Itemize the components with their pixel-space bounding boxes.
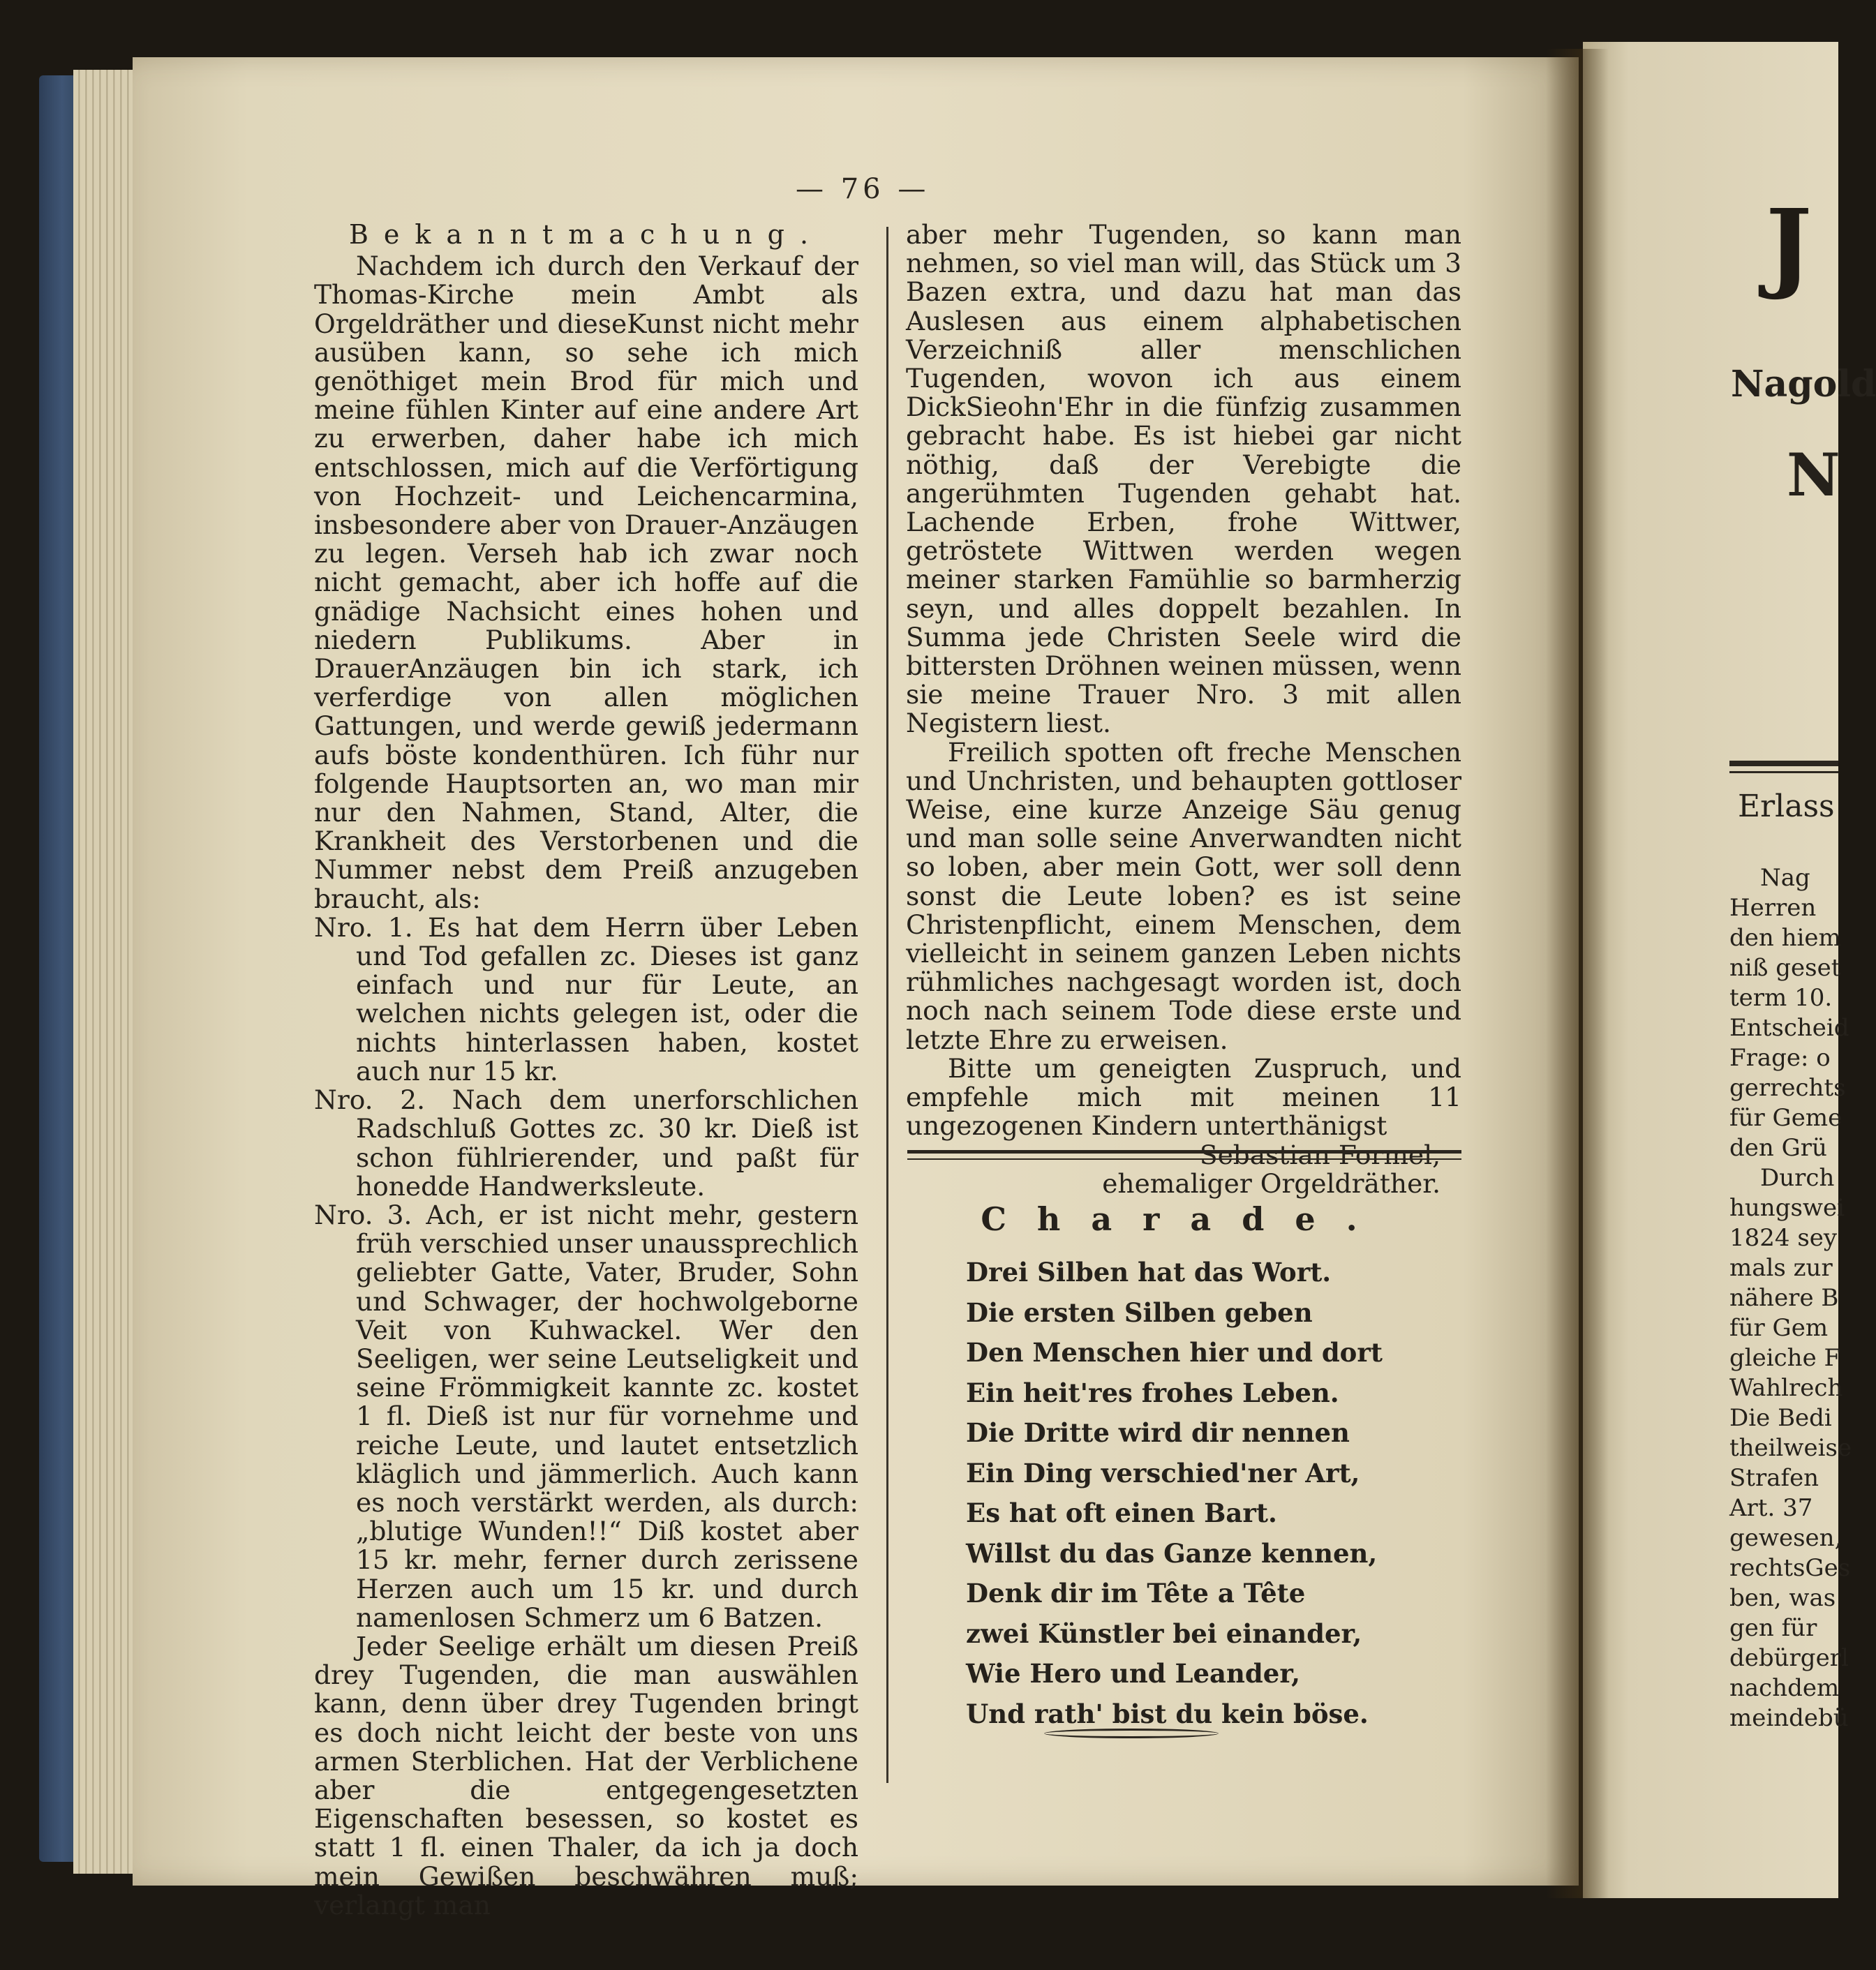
facing-line: Die Bedi — [1729, 1404, 1832, 1432]
facing-line: Herren — [1729, 894, 1817, 922]
price-entry-2: Nro. 2. Nach dem unerforschlichen Radschluß Gottes zc. 30 kr. Dieß ist schon fühlrierender, und paßt für honedde Handwerksleute. — [314, 1084, 858, 1202]
facing-line: theilweise — [1729, 1434, 1852, 1462]
facing-line: hungswei — [1729, 1194, 1845, 1222]
poem-line: zwei Künstler bei einander, — [966, 1618, 1362, 1649]
poem-line: Den Menschen hier und dort — [966, 1337, 1383, 1368]
facing-line: Nag — [1760, 864, 1810, 892]
poem-line: Die Dritte wird dir nennen — [966, 1417, 1350, 1448]
facing-line: nachdem — [1729, 1674, 1840, 1702]
facing-line: für Gem — [1729, 1314, 1829, 1342]
facing-line: für Geme — [1729, 1104, 1842, 1132]
facing-page-initial: J — [1766, 188, 1812, 303]
facing-page-erlass: Erlass — [1738, 789, 1835, 824]
price-entry-1: Nro. 1. Es hat dem Herrn über Leben und Tod gefallen zc. Dieses ist ganz einfach und nur für Leute, an welchen nichts gelegen ist, oder die nichts hinterlassen haben, kostet auch nur 15 kr. — [314, 911, 858, 1087]
facing-line: term 10. — [1729, 984, 1833, 1012]
facing-line: den Grü — [1729, 1134, 1827, 1162]
poem-line: Willst du das Ganze kennen, — [966, 1537, 1378, 1569]
left-column — [314, 221, 858, 1920]
poem-line: Denk dir im Tête a Tête — [966, 1578, 1306, 1609]
signature-name: Sebastian Formel, — [1199, 1139, 1440, 1170]
facing-line: gerrechts — [1729, 1074, 1846, 1102]
facing-line: meindebü — [1729, 1704, 1849, 1732]
poem-line: Drei Silben hat das Wort. — [966, 1257, 1332, 1288]
facing-line: mals zur — [1729, 1254, 1833, 1282]
facing-line: Entscheid — [1729, 1014, 1849, 1042]
poem-line: Ein Ding verschied'ner Art, — [966, 1457, 1360, 1488]
column-divider — [886, 227, 888, 1783]
poem-line: Ein heit'res frohes Leben. — [966, 1377, 1339, 1408]
facing-line: rechtsGes — [1729, 1554, 1851, 1582]
signature-title: ehemaliger Orgeldräther. — [1102, 1167, 1440, 1199]
facing-page-heading-fragment: N — [1787, 440, 1840, 509]
price-entry-3: Nro. 3. Ach, er ist nicht mehr, gestern früh verschied unser unaussprechlich geliebter Gatte, Vater, Bruder, Sohn und Schwager, der hochwolgeborne Veit von Kuhwackel. Wer den Seeligen, wer seine Leutseligkeit und seine Frömmigkeit kannte zc. kostet 1 fl. Dieß ist nur für vornehme und reiche Leute, und lautet entsetzlich kläglich und jämmerlich. Auch kann es noch verstärkt werden, als durch: „blutige Wunden!!“ Diß kostet aber 15 kr. mehr, ferner durch zerissene Herzen auch um 15 kr. und durch namenlosen Schmerz um 6 Batzen. — [314, 1199, 858, 1633]
facing-line: niß geset — [1729, 954, 1841, 982]
facing-line: gleiche F — [1729, 1344, 1841, 1372]
poem-line: Es hat oft einen Bart. — [966, 1498, 1277, 1528]
facing-line: Art. 37 — [1729, 1494, 1813, 1522]
announcement-heading: Bekanntmachung. — [348, 219, 824, 250]
announcement-intro: Nachdem ich durch den Verkauf der Thomas-Kirche mein Ambt als Orgeldräther und dieseKunst nicht mehr ausüben kann, so sehe ich mich genöthiget mein Brod für mich und meine fühlen Kinter auf eine andere Art zu erwerben, daher habe ich mich entschlossen, mich auf die Verförtigung von Hochzeit- und Leichencarmina, insbesondere aber von Drauer-Anzäugen zu legen. Verseh hab ich zwar noch nicht gemacht, aber ich hoffe auf die gnädige Nachsicht eines hohen und niedern Publikums. Aber in DrauerAnzäugen bin ich stark, ich verferdige von allen möglichen Gattungen, und werde gewiß jedermann aufs böste kondenthüren. Ich führ nur folgende Hauptsorten an, wo man mir nur den Nahmen, Stand, Alter, die Krankheit des Verstorbenen und die Nummer nebst dem Preiß anzugeben braucht, als: — [314, 251, 858, 914]
charade-poem — [966, 1253, 1454, 1734]
poem-line: Und rath' bist du kein böse. — [966, 1698, 1369, 1729]
announcement-closing: Jeder Seelige erhält um diesen Preiß drey Tugenden, die man auswählen kann, denn über drey Tugenden bringt es doch nicht leicht der beste von uns armen Sterblichen. Hat der Verblichene aber die entgegengesetzten Eigenschaften besessen, so kostet es statt 1 fl. einen Thaler, da ich ja doch mein Gewißen beschwähren muß; verlangt man — [314, 1630, 858, 1920]
facing-line: Wahlrech — [1729, 1374, 1843, 1402]
facing-line: gen für — [1729, 1614, 1817, 1642]
announcement-continuation: aber mehr Tugenden, so kann man nehmen, so viel man will, das Stück um 3 Bazen extra, und dazu hat man das Auslesen aus einem alphabetischen Verzeichniß aller menschlichen Tugenden, wovon ich aus einem DickSieohn'Ehr in die fünfzig zusammen gebracht habe. Es ist hiebei gar nicht nöthig, daß der Verebigte die angerühmten Tugenden gehabt hat. Lachende Erben, frohe Wittwer, getröstete Wittwen werden wegen meiner starken Famühlie so barmherzig seyn, und alles doppelt bezahlen. In Summa jede Christen Seele wird die bittersten Dröhnen weinen müssen, wenn sie meine Trauer Nro. 3 mit allen Negistern liest. — [906, 219, 1461, 739]
end-ornament — [1044, 1729, 1219, 1738]
right-column — [906, 221, 1461, 1198]
section-rule — [907, 1150, 1461, 1160]
facing-line: Durch — [1760, 1164, 1835, 1192]
announcement-paragraph-3: Bitte um geneigten Zuspruch, und empfehle mich mit meinen 11 ungezogenen Kindern unterthänigst — [906, 1052, 1461, 1142]
facing-line: 1824 sey — [1729, 1224, 1838, 1252]
facing-page-text — [1729, 864, 1852, 1734]
poem-line: Die ersten Silben geben — [966, 1297, 1313, 1328]
facing-page-rule — [1729, 761, 1838, 773]
facing-line: debürgerl — [1729, 1644, 1849, 1672]
book-gutter — [1546, 49, 1609, 1898]
facing-line: Strafen — [1729, 1464, 1819, 1492]
announcement-paragraph-2: Freilich spotten oft freche Menschen und Unchristen, und behaupten gottloser Weise, eine kurze Anzeige Säu genug und man solle seine Anverwandten nicht so loben, aber mein Gott, wer soll denn sonst die Leute loben? es ist seine Christenpflicht, einem Menschen, dem vielleicht in seinem ganzen Leben nichts rühmliches nachgesagt worden ist, doch noch nach seinem Tode diese erste und letzte Ehre zu erweisen. — [906, 736, 1461, 1055]
facing-line: ben, was — [1729, 1584, 1836, 1612]
page-number: — 76 — — [796, 173, 930, 205]
poem-line: Wie Hero und Leander, — [966, 1658, 1301, 1689]
charade-title: Charade. — [981, 1200, 1388, 1238]
facing-line: nähere B — [1729, 1284, 1839, 1312]
facing-line: gewesen, — [1729, 1524, 1842, 1552]
facing-page-nagold: Nagold — [1731, 363, 1876, 405]
facing-line: den hiem — [1729, 924, 1841, 952]
facing-line: Frage: o — [1729, 1044, 1831, 1072]
